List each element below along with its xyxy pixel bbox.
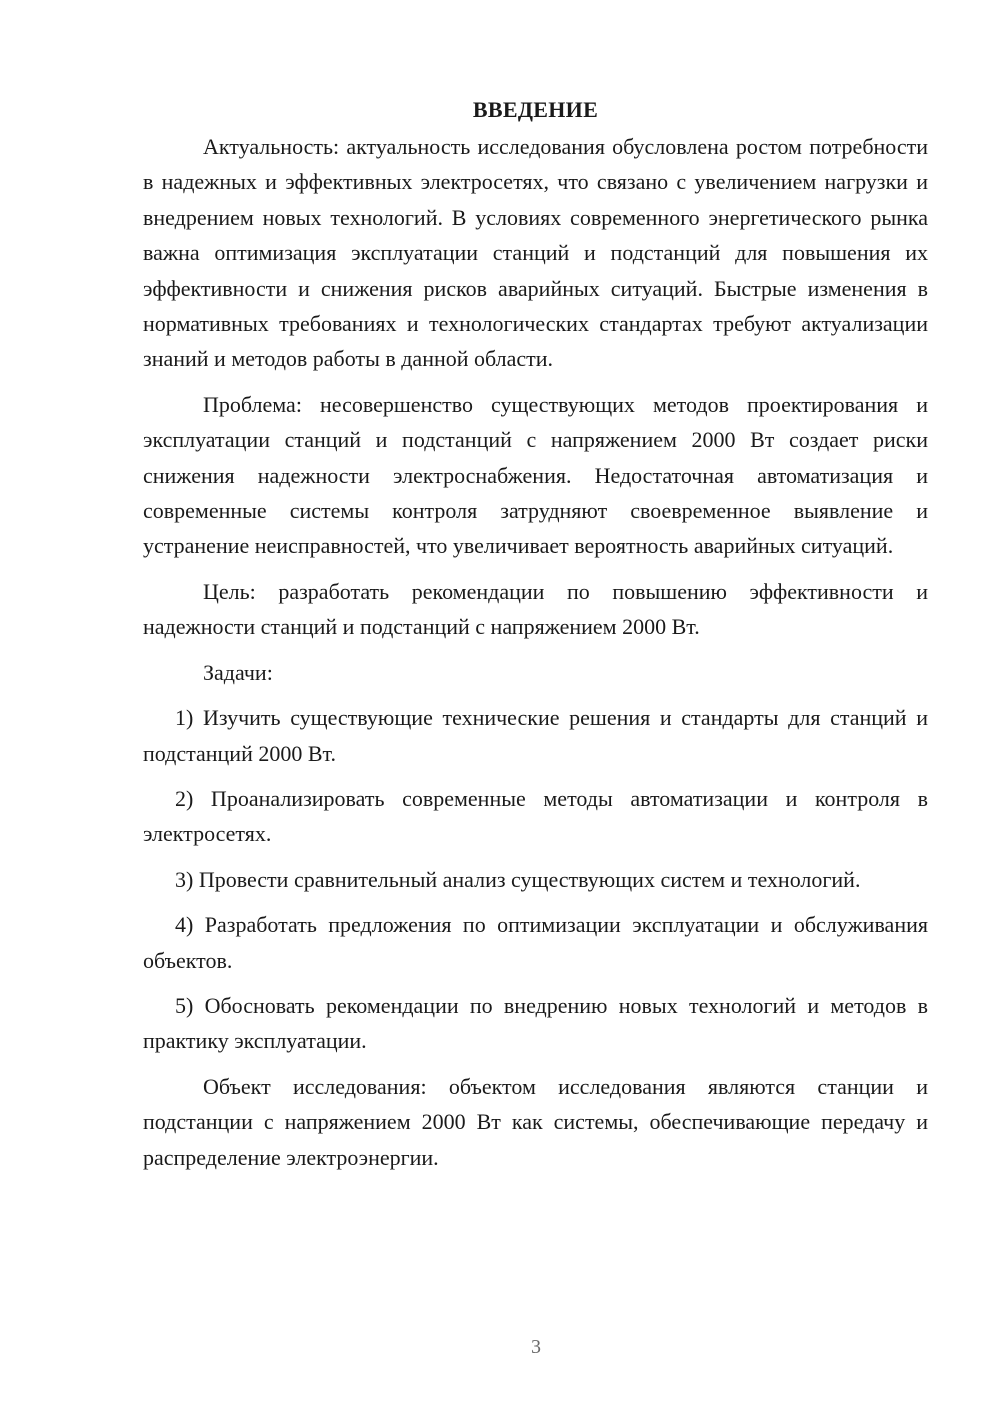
task-item-1: 1) Изучить существующие технические решения и стандарты для станций и подстанций 2000 Вт.	[143, 705, 928, 766]
task-item-5: 5) Обосновать рекомендации по внедрению новых технологий и методов в практику эксплуатации.	[143, 992, 928, 1054]
section-title: ВВЕДЕНИЕ	[472, 97, 599, 122]
document-page	[143, 92, 928, 1175]
task-item-3: 3) Провести сравнительный анализ существующих систем и технологий.	[175, 866, 861, 892]
task-item-4: 4) Разработать предложения по оптимизации эксплуатации и обслуживания объектов.	[143, 912, 928, 973]
page-number: 3	[531, 1336, 541, 1358]
problem-paragraph: Проблема: несовершенство существующих методов проектирования и эксплуатации станций и подстанций с напряжением 2000 Вт создает риски снижения надежности электроснабжения. Недостаточная автоматизация и современные системы контроля затрудняют своевременное выявление и устранение неисправностей, что увеличивает вероятность аварийных ситуаций.	[143, 391, 928, 559]
task-item-2: 2) Проанализировать современные методы автоматизации и контроля в электросетях.	[143, 785, 928, 847]
object-paragraph: Объект исследования: объектом исследования являются станции и подстанции с напряжением 2000 Вт как системы, обеспечивающие передачу и распределение электроэнергии.	[143, 1073, 928, 1170]
relevance-paragraph: Актуальность: актуальность исследования обусловлена ростом потребности в надежных и эффективных электросетях, что связано с увеличением нагрузки и внедрением новых технологий. В условиях современного энергетического рынка важна оптимизация эксплуатации станций и подстанций для повышения их эффективности и снижения рисков аварийных ситуаций. Быстрые изменения в нормативных требованиях и технологических стандартах требуют актуализации знаний и методов работы в данной области.	[143, 134, 928, 372]
tasks-heading: Задачи:	[203, 659, 273, 685]
goal-paragraph: Цель: разработать рекомендации по повышению эффективности и надежности станций и подстанций с напряжением 2000 Вт.	[143, 578, 928, 640]
